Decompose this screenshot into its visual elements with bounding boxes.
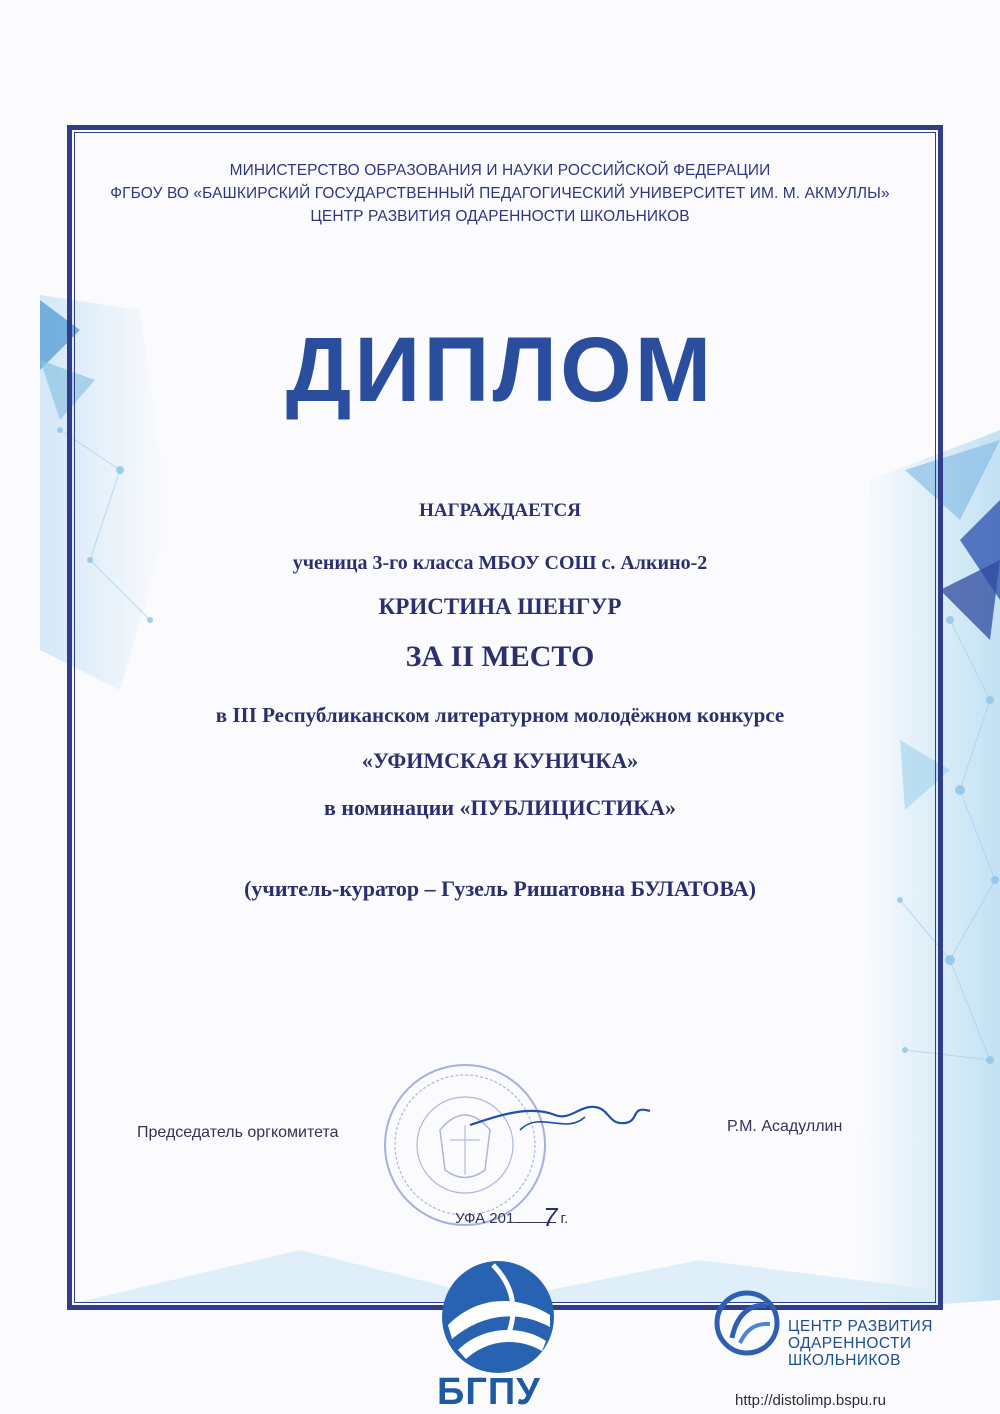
curator: (учитель-куратор – Гузель Ришатовна БУЛАТОВА) (244, 876, 756, 901)
year-suffix: г. (560, 1210, 569, 1227)
header-university: ФГБОУ ВО «БАШКИРСКИЙ ГОСУДАРСТВЕННЫЙ ПЕДАГОГИЧЕСКИЙ УНИВЕРСИТЕТ ИМ. М. АКМУЛЛЫ» (110, 185, 890, 202)
crdc-line-2: ОДАРЕННОСТИ (788, 1335, 912, 1352)
signature-name: Р.М. Асадуллин (727, 1118, 843, 1135)
student-description: ученица 3-го класса МБОУ СОШ с. Алкино-2 (292, 552, 708, 574)
bgpu-logo-text: БГПУ (437, 1371, 541, 1413)
place-award: ЗА II МЕСТО (405, 640, 595, 673)
crdc-logo-text (788, 1318, 933, 1369)
contest-name: «УФИМСКАЯ КУНИЧКА» (361, 748, 639, 773)
website-url[interactable]: http://distolimp.bspu.ru (735, 1392, 886, 1409)
awarded-label: НАГРАЖДАЕТСЯ (419, 500, 581, 521)
handwritten-signature (460, 1085, 660, 1145)
crdc-logo-icon (712, 1288, 782, 1358)
contest-line: в III Республиканском литературном молодёжном конкурсе (215, 703, 785, 727)
crdc-line-3: ШКОЛЬНИКОВ (788, 1352, 901, 1369)
diploma-title: ДИПЛОМ (285, 319, 715, 421)
bgpu-logo-icon (438, 1255, 558, 1375)
city-year-label: УФА 201 (455, 1210, 515, 1227)
header-ministry: МИНИСТЕРСТВО ОБРАЗОВАНИЯ И НАУКИ РОССИЙСКОЙ ФЕДЕРАЦИИ (229, 162, 771, 179)
crdc-line-1: ЦЕНТР РАЗВИТИЯ (788, 1318, 933, 1335)
student-name: КРИСТИНА ШЕНГУР (378, 594, 622, 619)
header-center: ЦЕНТР РАЗВИТИЯ ОДАРЕННОСТИ ШКОЛЬНИКОВ (310, 208, 690, 225)
handwritten-year-digit: 7 (543, 1202, 558, 1232)
nomination: в номинации «ПУБЛИЦИСТИКА» (324, 795, 676, 820)
signature-role: Председатель оргкомитета (137, 1124, 339, 1141)
